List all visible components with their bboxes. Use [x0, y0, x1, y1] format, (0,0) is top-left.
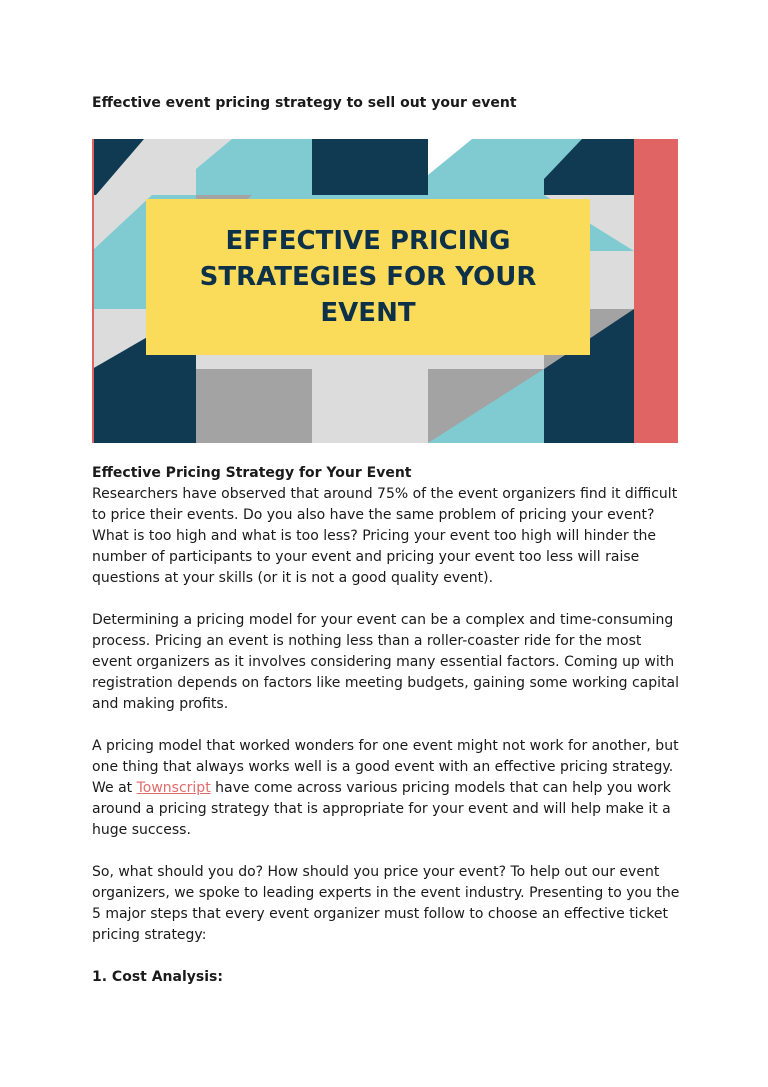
banner-line-2: STRATEGIES FOR YOUR — [199, 262, 537, 292]
banner-line-1: EFFECTIVE PRICING — [225, 226, 511, 256]
paragraph-3-text-before: A pricing model that worked wonders for one event might not work for another, but one thing that always works well is a good event with an effective pricing strategy. We at — [92, 738, 679, 796]
document-title: Effective event pricing strategy to sell out your event — [92, 95, 517, 111]
banner-image — [92, 139, 678, 443]
subheading-cost-analysis: 1. Cost Analysis: — [92, 969, 223, 985]
section-heading: Effective Pricing Strategy for Your Event — [92, 465, 412, 481]
banner-headline — [146, 201, 590, 353]
article-body — [92, 463, 684, 988]
banner-line-3: EVENT — [320, 298, 416, 328]
paragraph-3 — [92, 736, 684, 841]
paragraph-1: Researchers have observed that around 75% of the event organizers find it difficult to price their events. Do you also have the same problem of pricing your event? What is too high and what is too less? Pricing your event too high will hinder the number of participants to your event and pricing your event too less will raise questions at your skills (or it is not a good quality event). — [92, 486, 678, 586]
paragraph-4: So, what should you do? How should you price your event? To help out our event organizers, we spoke to leading experts in the event industry. Presenting to you the 5 major steps that every event organizer must follow to choose an effective ticket pricing strategy: — [92, 864, 680, 943]
paragraph-2: Determining a pricing model for your event can be a complex and time-consuming process. Pricing an event is nothing less than a roller-coaster ride for the most event organizers as it involves considering many essential factors. Coming up with registration depends on factors like meeting budgets, gaining some working capital and making profits. — [92, 612, 679, 712]
paragraph-3-text-after: have come across various pricing models that can help you work around a pricing strategy that is appropriate for your event and will help make it a huge success. — [92, 780, 671, 838]
townscript-link[interactable]: Townscript — [136, 780, 211, 796]
